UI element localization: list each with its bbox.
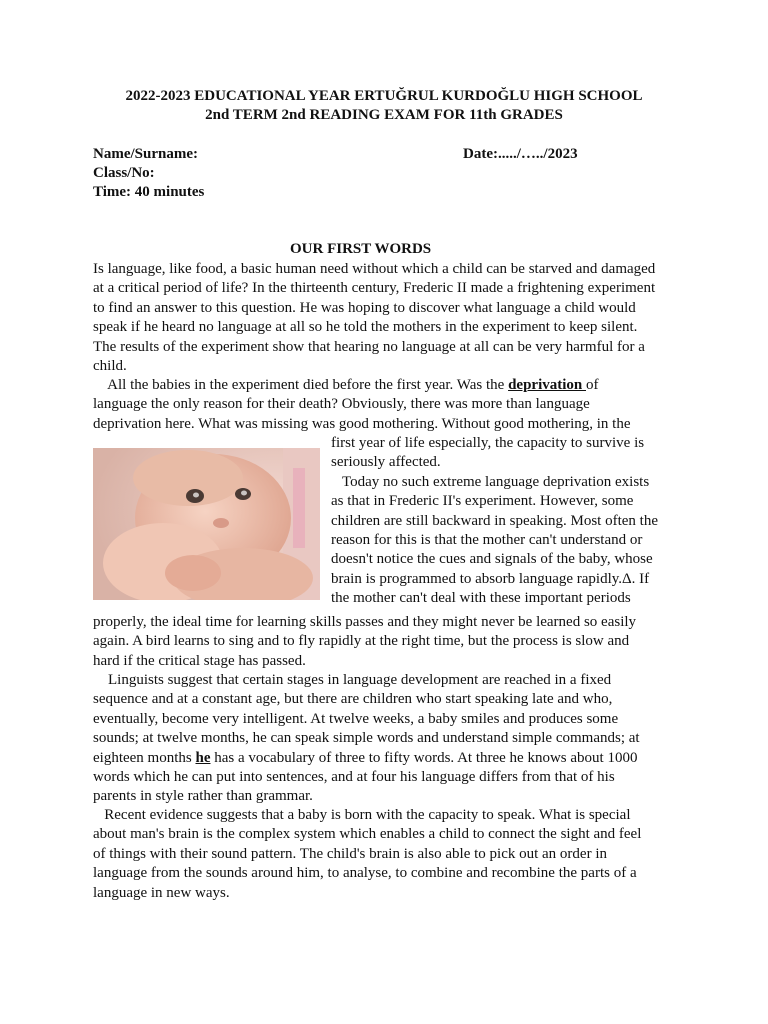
text-line: as that in Frederic II's experiment. However, some — [331, 493, 634, 510]
text-run: of — [586, 377, 599, 393]
paragraph-3 — [93, 613, 636, 671]
text-run: All the babies in the experiment died before the first year. Was the — [93, 377, 509, 393]
paragraph-2 — [93, 376, 631, 434]
text-line: words which he can put into sentences, and at four his language differs from that of his — [93, 769, 615, 786]
text-line — [93, 749, 640, 768]
text-line: of things with their sound pattern. The child's brain is also able to pick out an order in — [93, 845, 607, 862]
text-line: properly, the ideal time for learning skills passes and they might never be learned so easily — [93, 614, 637, 630]
text-line: hard if the critical stage has passed. — [93, 652, 306, 669]
name-surname-label: Name/Surname: — [93, 146, 198, 162]
text-line: at a critical period of life? In the thirteenth century, Frederic II made a frightening experiment — [93, 280, 656, 297]
text-line: about man's brain is the complex system which enables a child to connect the sight and feel — [93, 826, 642, 843]
text-line: Is language, like food, a basic human need without which a child can be starved and damaged — [93, 261, 656, 277]
paragraph-1 — [93, 260, 655, 376]
time-label: Time: 40 minutes — [93, 184, 205, 200]
text-line: brain is programmed to absorb language rapidly.Δ. If — [331, 570, 650, 587]
text-line: eventually, become very intelligent. At twelve weeks, a baby smiles and produces some — [93, 710, 619, 727]
exam-header-line2: 2nd TERM 2nd READING EXAM FOR 11th GRADES — [205, 107, 563, 123]
text-line: reason for this is that the mother can't understand or — [331, 532, 643, 549]
class-no-label: Class/No: — [93, 165, 155, 181]
date-label: Date:...../…../2023 — [463, 146, 578, 162]
text-line — [93, 376, 631, 395]
baby-nursing-photo-icon — [93, 448, 320, 600]
paragraph-4 — [93, 671, 640, 807]
text-run: eighteen months — [93, 749, 196, 766]
text-line: language the only reason for their death? Obviously, there was more than language — [93, 396, 590, 413]
text-line: deprivation here. What was missing was good mothering. Without good mothering, in the — [93, 415, 631, 432]
text-run: has a vocabulary of three to fifty words. At three he knows about 1000 — [210, 749, 638, 766]
text-line: child. — [93, 358, 127, 375]
text-line: doesn't notice the cues and signals of the baby, whose — [331, 551, 653, 568]
text-line: speak if he heard no language at all so he told the mothers in the experiment to keep silent. — [93, 319, 638, 336]
underlined-word-deprivation: deprivation — [508, 377, 586, 393]
text-line: to find an answer to this question. He was hoping to discover what language a child would — [93, 299, 636, 316]
text-line: sounds; at twelve months, he can speak simple words and understand simple commands; at — [93, 730, 640, 747]
text-line: sequence and at a constant age, but there are children who start speaking late and who, — [93, 691, 613, 708]
text-line: The results of the experiment show that hearing no language at all can be very harmful for a — [93, 338, 645, 355]
text-line: children are still backward in speaking. Most often the — [331, 512, 658, 529]
paragraph-5 — [93, 806, 641, 903]
text-line: Linguists suggest that certain stages in language development are reached in a fixed — [93, 672, 612, 688]
text-line: the mother can't deal with these important periods — [331, 590, 631, 607]
text-line: seriously affected. — [331, 454, 441, 471]
text-line: language from the sounds around him, to analyse, to combine and recombine the parts of a — [93, 865, 637, 882]
text-line: first year of life especially, the capacity to survive is — [331, 435, 645, 451]
text-line: parents in style rather than grammar. — [93, 788, 313, 805]
text-line: again. A bird learns to sing and to fly rapidly at the right time, but the process is slow and — [93, 633, 630, 650]
text-line: Recent evidence suggests that a baby is born with the capacity to speak. What is special — [93, 807, 631, 823]
text-line: Today no such extreme language deprivation exists — [331, 473, 650, 490]
passage-title: OUR FIRST WORDS — [290, 241, 432, 257]
baby-photo — [93, 448, 320, 600]
text-line: language in new ways. — [93, 884, 230, 901]
underlined-word-he: he — [195, 749, 211, 766]
exam-header-line1: 2022-2023 EDUCATIONAL YEAR ERTUĞRUL KURDOĞLU HIGH SCHOOL — [125, 88, 643, 104]
right-column-text — [331, 434, 658, 609]
